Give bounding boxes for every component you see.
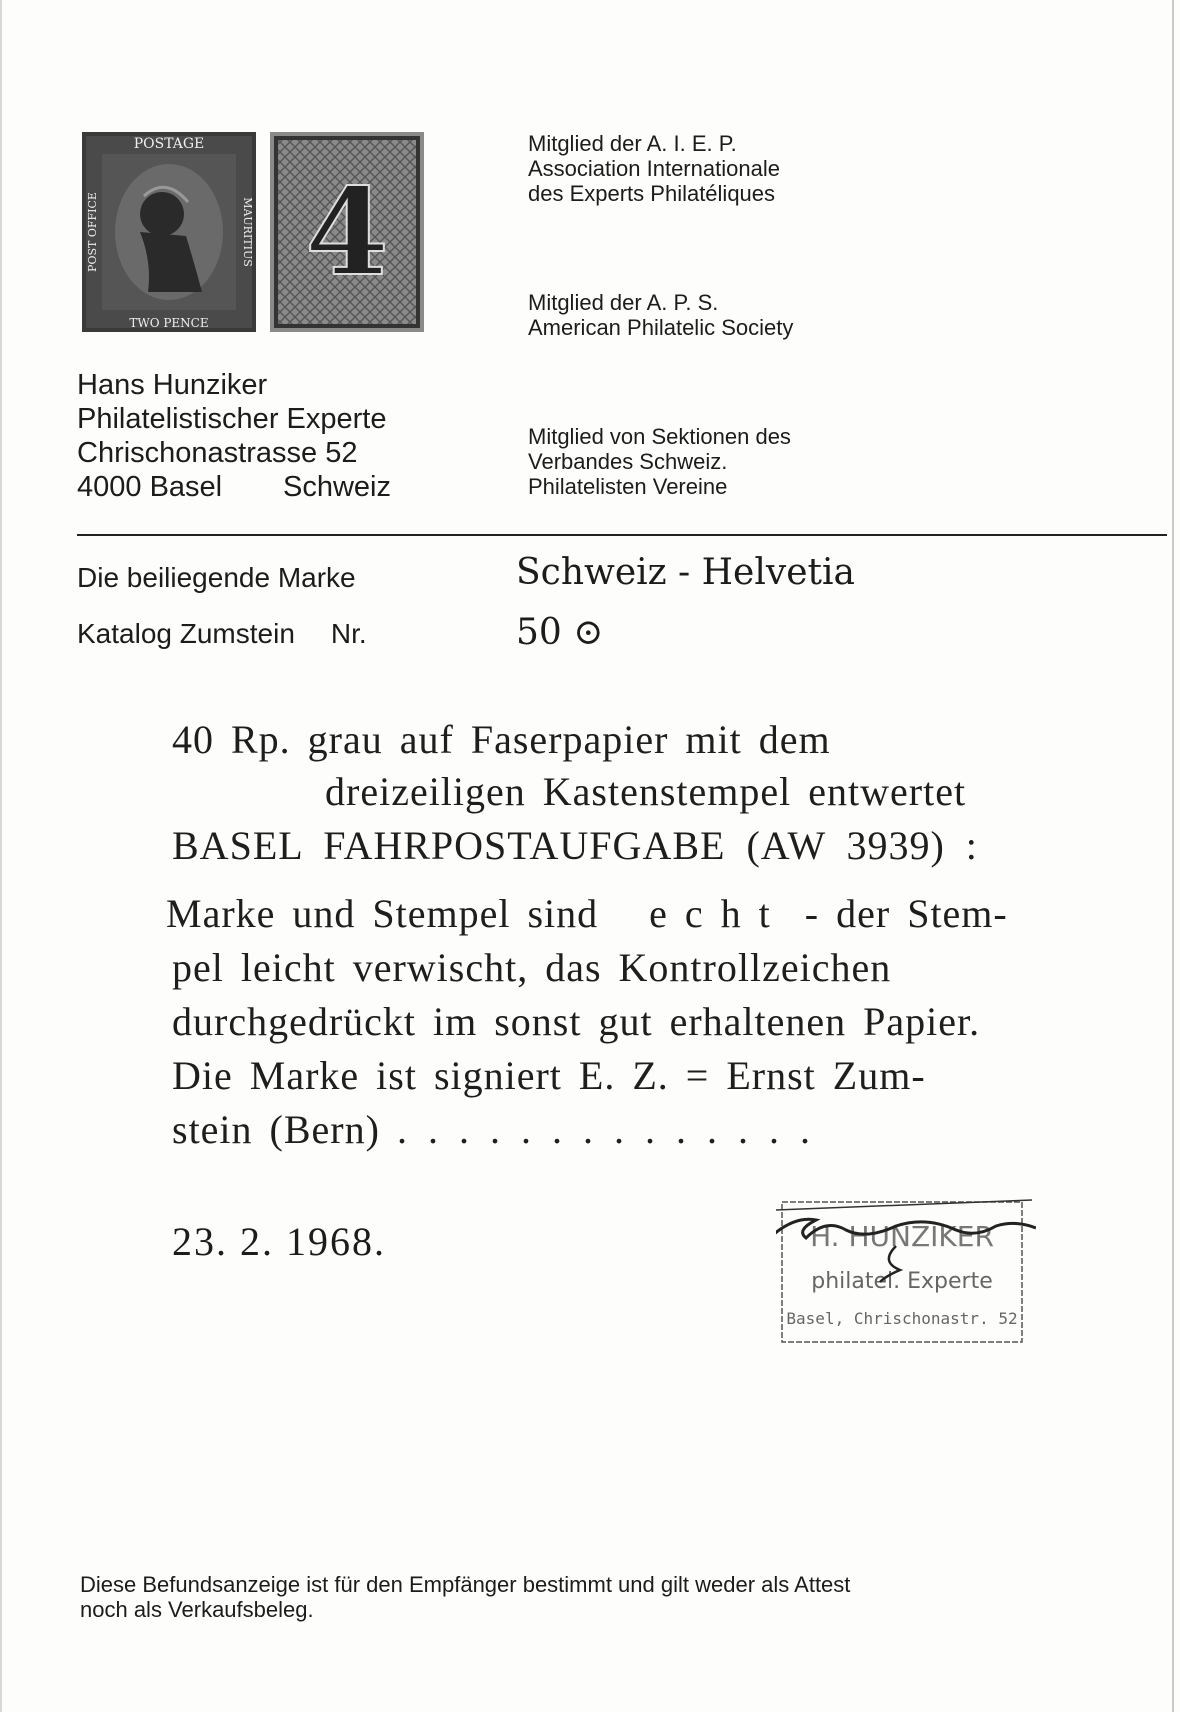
catalog-nr-label: Nr. <box>330 618 367 649</box>
membership-line: des Experts Philatéliques <box>528 181 776 206</box>
membership-line: Mitglied der A. I. E. P. <box>528 131 737 156</box>
expert-seal-stamp <box>776 1196 1036 1352</box>
body-line-5: pel leicht verwischt, das Kontrollzeichen <box>172 945 892 990</box>
membership-line: Association Internationale <box>528 156 780 181</box>
body-line-4-start: Marke und Stempel sind <box>166 891 599 936</box>
membership-line: American Philatelic Society <box>528 315 794 340</box>
disclaimer-line-1: Diese Befundsanzeige ist für den Empfänger bestimmt und gilt weder als Attest <box>80 1572 851 1597</box>
page-edge-right <box>1172 0 1174 1712</box>
stamp-numeral: 4 <box>305 162 389 303</box>
stamp-top-text: POSTAGE <box>133 136 205 152</box>
seal-line-3: Basel, Chrischonastr. 52 <box>786 1309 1018 1328</box>
expert-address <box>77 368 391 504</box>
stamp-value: Schweiz - Helvetia <box>516 552 855 593</box>
membership-aps <box>528 290 793 340</box>
stamp-left-text: POST OFFICE <box>86 192 99 272</box>
body-line-8-text: stein (Bern) <box>172 1107 380 1152</box>
membership-aiep <box>528 131 780 206</box>
numeral-stamp-image <box>270 132 424 332</box>
catalog-value: 50 ⊙ <box>516 612 604 653</box>
expert-title: Philatelistischer Experte <box>77 403 387 435</box>
seal-line-2: philatel. Experte <box>811 1269 993 1294</box>
expert-name: Hans Hunziker <box>77 369 268 401</box>
membership-line: Mitglied der A. P. S. <box>528 290 719 315</box>
certificate-date: 23. 2. 1968. <box>172 1219 386 1264</box>
body-line-7: Die Marke ist signiert E. Z. = Ernst Zum- <box>172 1053 926 1098</box>
expert-city: 4000 Basel <box>77 471 223 503</box>
body-line-6: durchgedrückt im sonst gut erhaltenen Papier. <box>172 999 981 1044</box>
membership-line: Verbandes Schweiz. <box>528 449 728 474</box>
membership-line: Mitglied von Sektionen des <box>528 424 791 449</box>
disclaimer-line-2: noch als Verkaufsbeleg. <box>80 1597 314 1622</box>
body-line-4-end: - der Stem- <box>787 891 1008 936</box>
catalog-label: Katalog Zumstein <box>77 618 295 649</box>
catalog-label-row <box>77 618 367 650</box>
body-line-1: 40 Rp. grau auf Faserpapier mit dem <box>172 717 831 762</box>
verdict-genuine: echt <box>649 891 788 936</box>
expert-country: Schweiz <box>283 471 391 503</box>
body-line-4 <box>166 890 1008 937</box>
seal-line-1: H. HUNZIKER <box>810 1220 994 1253</box>
mauritius-stamp-image <box>82 132 256 332</box>
body-line-3: BASEL FAHRPOSTAUFGABE (AW 3939) : <box>172 823 978 868</box>
stamp-label: Die beiliegende Marke <box>77 562 356 593</box>
body-line-8 <box>172 1106 831 1153</box>
expert-city-line <box>77 470 391 504</box>
stamp-bottom-text: TWO PENCE <box>129 316 209 330</box>
membership-swiss-sections <box>528 424 791 499</box>
leader-dots: .............. <box>396 1107 831 1152</box>
membership-line: Philatelisten Vereine <box>528 474 728 499</box>
disclaimer-footer <box>80 1572 850 1622</box>
stamp-right-text: MAURITIUS <box>241 197 254 267</box>
header-divider <box>77 534 1167 536</box>
page-edge-left <box>0 0 2 1712</box>
expert-street: Chrischonastrasse 52 <box>77 437 358 469</box>
body-line-2: dreizeiligen Kastenstempel entwertet <box>325 769 967 814</box>
